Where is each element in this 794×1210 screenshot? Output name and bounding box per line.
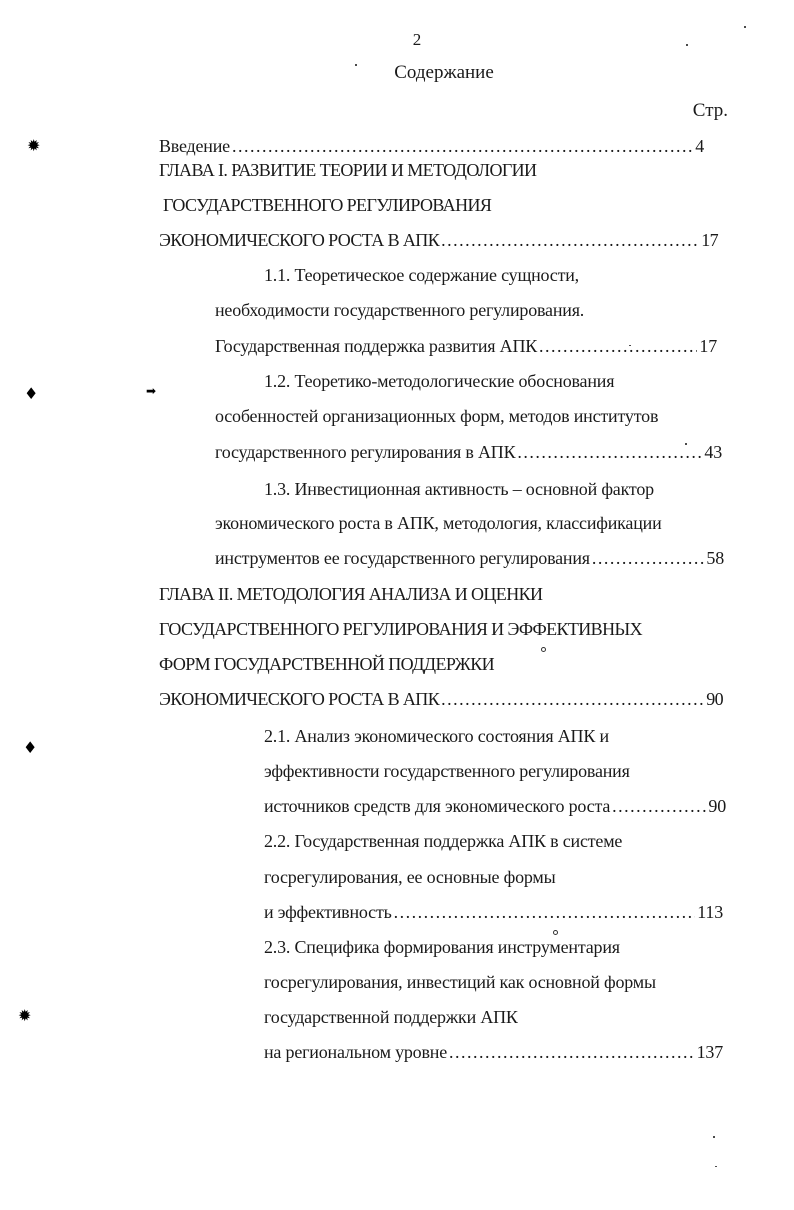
toc-entry-text: Государственная поддержка развития АПК — [215, 336, 538, 356]
punch-hole-mark-3: ♦ — [23, 738, 38, 757]
dust-speck — [685, 443, 687, 445]
dust-speck — [686, 44, 688, 46]
toc-entry-section-2-1 — [264, 796, 726, 817]
toc-entry-text: государственного регулирования в АПК — [215, 442, 516, 462]
chapter-2-heading-line1: ГЛАВА II. МЕТОДОЛОГИЯ АНАЛИЗА И ОЦЕНКИ — [159, 584, 543, 604]
punch-hole-mark-2: ♦ — [24, 384, 39, 403]
leader-dots — [441, 689, 704, 710]
toc-title: Содержание — [394, 62, 494, 83]
section-2-3-line3: государственной поддержки АПК — [264, 1007, 518, 1027]
section-1-3-line1: 1.3. Инвестиционная активность – основной фактор — [264, 479, 654, 499]
punch-hole-mark-4: ✹ — [18, 1006, 32, 1025]
toc-entry-section-1-3 — [215, 548, 724, 569]
toc-entry-page: 90 — [706, 689, 723, 709]
section-2-1-line1: 2.1. Анализ экономического состояния АПК и — [264, 726, 609, 746]
page-number: 2 — [412, 30, 422, 49]
toc-entry-section-1-1 — [215, 336, 717, 357]
toc-entry-text: источников средств для экономического роста — [264, 796, 611, 816]
toc-entry-page: 17 — [701, 230, 718, 250]
section-1-3-line2: экономического роста в АПК, методология, классификации — [215, 513, 662, 533]
section-1-2-line1: 1.2. Теоретико-методологические обоснования — [264, 371, 615, 391]
toc-entry-page: 113 — [697, 902, 723, 922]
leader-dots — [449, 1042, 695, 1063]
section-2-2-line2: госрегулирования, ее основные формы — [264, 867, 556, 887]
toc-entry-intro — [159, 136, 704, 157]
chapter-2-heading-line2: ГОСУДАРСТВЕННОГО РЕГУЛИРОВАНИЯ И ЭФФЕКТИВНЫХ — [159, 619, 642, 639]
toc-entry-page: 17 — [699, 336, 717, 356]
toc-entry-text: Введение — [159, 136, 230, 156]
dust-speck — [713, 1136, 715, 1138]
scan-smudge-mark: ➡ — [146, 384, 157, 398]
section-1-1-line1: 1.1. Теоретическое содержание сущности, — [264, 265, 579, 285]
dust-speck — [715, 1166, 717, 1167]
toc-entry-page: 43 — [704, 442, 722, 462]
leader-dots — [232, 136, 693, 157]
chapter-1-heading-line2: ГОСУДАРСТВЕННОГО РЕГУЛИРОВАНИЯ — [163, 195, 492, 215]
dust-speck — [629, 345, 631, 346]
leader-dots — [441, 230, 699, 251]
toc-entry-page: 90 — [708, 796, 726, 816]
toc-entry-page: 58 — [706, 548, 724, 568]
toc-entry-page: 4 — [695, 136, 704, 156]
section-2-1-line2: эффективности государственного регулирования — [264, 761, 630, 781]
leader-dots — [612, 796, 706, 817]
toc-entry-section-2-2 — [264, 902, 723, 923]
toc-entry-text: инструментов ее государственного регулирования — [215, 548, 590, 568]
toc-entry-text: ЭКОНОМИЧЕСКОГО РОСТА В АПК — [159, 230, 440, 250]
section-2-2-line1: 2.2. Государственная поддержка АПК в системе — [264, 831, 623, 851]
toc-entry-section-2-3 — [264, 1042, 723, 1063]
dust-speck — [541, 647, 546, 652]
toc-entry-text: и эффективность — [264, 902, 392, 922]
section-2-3-line2: госрегулирования, инвестиций как основной формы — [264, 972, 656, 992]
dust-speck — [355, 64, 357, 66]
dust-speck — [553, 930, 558, 935]
punch-hole-mark-1: ✹ — [27, 136, 41, 155]
toc-entry-section-1-2 — [215, 442, 722, 463]
toc-entry-chapter-2 — [159, 689, 723, 710]
chapter-2-heading-line3: ФОРМ ГОСУДАРСТВЕННОЙ ПОДДЕРЖКИ — [159, 654, 494, 674]
toc-entry-chapter-1 — [159, 230, 718, 251]
section-2-3-line1: 2.3. Специфика формирования инструментария — [264, 937, 620, 957]
toc-entry-text: ЭКОНОМИЧЕСКОГО РОСТА В АПК — [159, 689, 440, 709]
page-column-label: Стр. — [692, 100, 728, 121]
section-1-2-line2: особенностей организационных форм, методов институтов — [215, 406, 659, 426]
toc-entry-text: на региональном уровне — [264, 1042, 448, 1062]
section-1-1-line2: необходимости государственного регулирования. — [215, 300, 585, 320]
dust-speck — [744, 26, 746, 28]
chapter-1-heading-line1: ГЛАВА I. РАЗВИТИЕ ТЕОРИИ И МЕТОДОЛОГИИ — [159, 160, 537, 180]
leader-dots — [517, 442, 702, 463]
toc-entry-page: 137 — [696, 1042, 723, 1062]
leader-dots — [394, 902, 696, 923]
leader-dots — [539, 336, 697, 357]
leader-dots — [592, 548, 705, 569]
